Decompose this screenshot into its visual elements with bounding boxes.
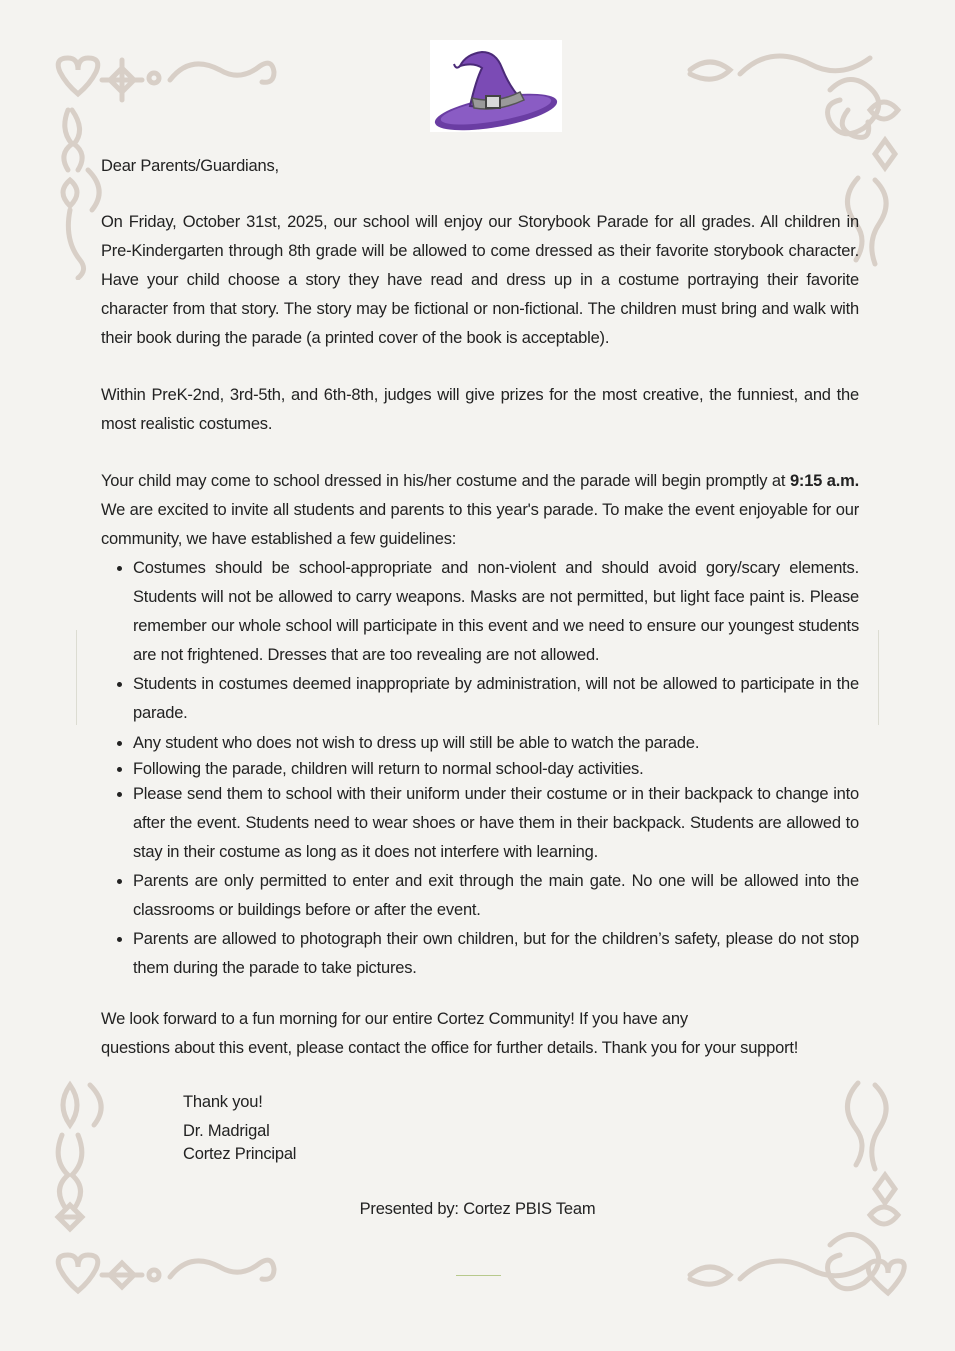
thanks: Thank you! — [183, 1093, 263, 1111]
presented-by: Presented by: Cortez PBIS Team — [359, 1200, 596, 1218]
witch-hat-icon — [430, 40, 562, 132]
paragraph-guidelines-intro — [101, 467, 859, 554]
guideline-after-parade: Following the parade, children will return to normal school-day activities. — [101, 758, 859, 780]
paragraph-prizes: Within PreK-2nd, 3rd-5th, and 6th-8th, judges will give prizes for the most creative, the funniest, and the most realistic costumes. — [101, 386, 859, 433]
right-margin-line — [878, 630, 879, 725]
paragraph3-end: We are excited to invite all students and parents to this year's parade. To make the event enjoyable for our community, we have established a few guidelines: — [101, 501, 859, 548]
guideline-uniform: Please send them to school with their uniform under their costume or in their backpack to change into after the event. Students need to wear shoes or have them in their backpack. Students are allowed to stay in their costume as long as it does not interfere with learning. — [101, 780, 859, 867]
paragraph3-start: Your child may come to school dressed in his/her costume and the parade will begin promptly at — [101, 472, 790, 490]
closing-line-1: We look forward to a fun morning for our entire Cortez Community! If you have any — [101, 1010, 688, 1028]
paragraph-intro: On Friday, October 31st, 2025, our school will enjoy our Storybook Parade for all grades. All children in Pre-Kindergarten through 8th grade will be allowed to come dressed as their favorite storybook character. Have your child choose a story they have read and dress up in a costume portraying their favorite character from that story. The story may be fictional or non-fictional. The children must bring and walk with their book during the parade (a printed cover of the book is acceptable). — [101, 213, 859, 347]
guideline-no-costume: Any student who does not wish to dress up will still be able to watch the parade. — [101, 732, 859, 754]
footer-divider — [456, 1275, 501, 1276]
left-margin-line — [76, 630, 77, 725]
closing-line-2: questions about this event, please contact the office for further details. Thank you for your support! — [101, 1039, 799, 1057]
guidelines-list — [101, 554, 859, 983]
guideline-costumes: Costumes should be school-appropriate and non-violent and should avoid gory/scary elements. Students will not be allowed to carry weapons. Masks are not permitted, but light face paint is. Please remember our whole school will participate in this event and we need to ensure our youngest students are not frightened. Dresses that are too revealing are not allowed. — [101, 554, 859, 670]
paragraph-closing — [101, 1005, 859, 1063]
greeting: Dear Parents/Guardians, — [101, 157, 279, 175]
guideline-main-gate: Parents are only permitted to enter and exit through the main gate. No one will be allowed into the classrooms or buildings before or after the event. — [101, 867, 859, 925]
signature-name: Dr. Madrigal — [183, 1122, 270, 1140]
guideline-photographs: Parents are allowed to photograph their own children, but for the children’s safety, please do not stop them during the parade to take pictures. — [101, 925, 859, 983]
signature-title: Cortez Principal — [183, 1145, 297, 1163]
bottom-right-ornament-icon — [680, 1075, 910, 1305]
parade-start-time: 9:15 a.m. — [789, 472, 860, 490]
guideline-inappropriate: Students in costumes deemed inappropriate by administration, will not be allowed to participate in the parade. — [101, 670, 859, 728]
